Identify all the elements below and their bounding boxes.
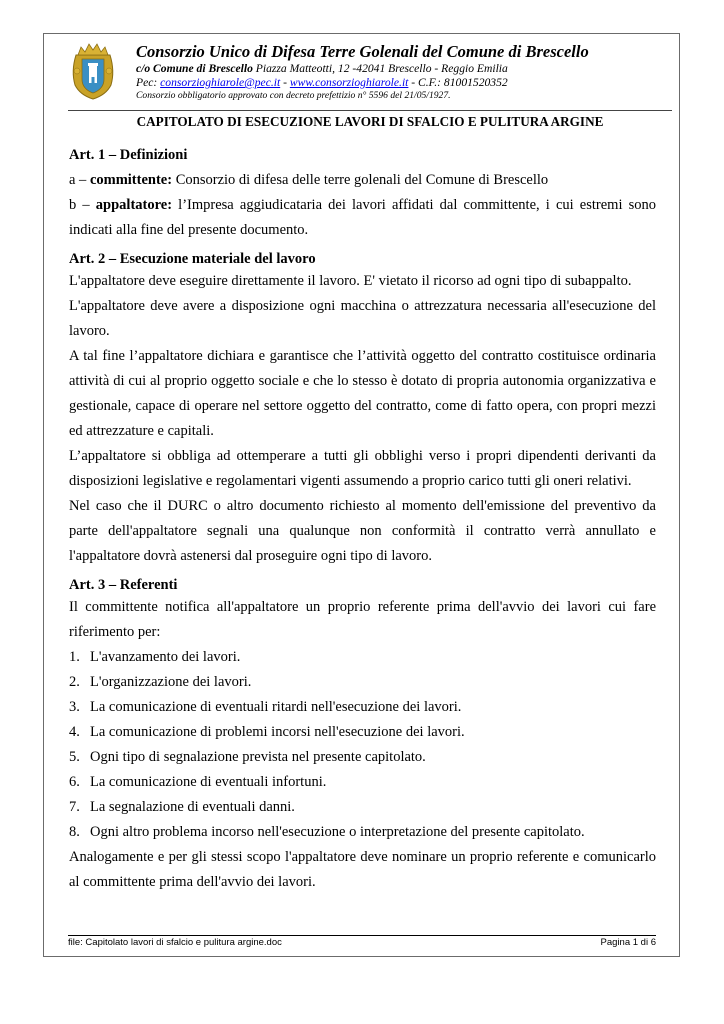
document-body	[69, 143, 656, 895]
list-number: 8.	[69, 824, 80, 840]
list-number: 5.	[69, 749, 80, 765]
list-item	[69, 795, 656, 820]
decree-note: Consorzio obbligatorio approvato con decreto prefettizio n° 5596 del 21/05/1927.	[136, 90, 451, 101]
art2-heading: Art. 2 – Esecuzione materiale del lavoro	[69, 251, 316, 267]
header-divider	[68, 110, 672, 111]
address-line	[136, 62, 676, 76]
list-text: Ogni tipo di segnalazione prevista nel presente capitolato.	[90, 749, 426, 765]
list-number: 7.	[69, 799, 80, 815]
list-text: La comunicazione di problemi incorsi nell'esecuzione dei lavori.	[90, 724, 465, 740]
definition-b-text: l’Impresa aggiudicataria dei lavori affidati dal committente, i cui estremi sono indicati alla fine del presente documento.	[69, 197, 657, 238]
list-item	[69, 720, 656, 745]
coat-of-arms-logo	[68, 41, 118, 101]
pec-label: Pec:	[136, 76, 161, 89]
separator: -	[280, 76, 290, 89]
art2-paragraph-5: Nel caso che il DURC o altro documento richiesto al momento dell'emissione del preventivo da parte dell'appaltatore segnali una qualunque non conformità il contratto verrà annullato e l'appaltatore dovrà astenersi dal proseguire ogni tipo di lavoro.	[69, 498, 656, 564]
list-text: L'organizzazione dei lavori.	[90, 674, 252, 690]
footer-filename: file: Capitolato lavori di sfalcio e pulitura argine.doc	[68, 937, 282, 948]
document-title: CAPITOLATO DI ESECUZIONE LAVORI DI SFALCIO E PULITURA ARGINE	[136, 114, 604, 129]
art2-paragraph-3: A tal fine l’appaltatore dichiara e garantisce che l’attività oggetto del contratto costituisce ordinaria attività di cui al proprio oggetto sociale e che lo stesso è dotato di propria autonomia organizzativa e gestionale, capace di operare nel settore oggetto del contratto, come di fatto opera, con propri mezzi ed attrezzature e capitali.	[69, 348, 656, 439]
art2-paragraph-4: L’appaltatore si obbliga ad ottemperare a tutti gli obblighi verso i propri dipendenti derivanti da disposizioni legislative e regolamentari vigenti assumendo a proprio carico tutti gli oneri relativi.	[69, 448, 656, 489]
art1-heading: Art. 1 – Definizioni	[69, 147, 188, 163]
footer-divider	[68, 935, 656, 936]
list-item	[69, 695, 656, 720]
definition-b	[69, 193, 656, 243]
list-text: La comunicazione di eventuali ritardi nell'esecuzione dei lavori.	[90, 699, 462, 715]
tax-code: - C.F.: 81001520352	[408, 76, 508, 89]
list-number: 4.	[69, 724, 80, 740]
website-link[interactable]: www.consorzioghiarole.it	[289, 76, 409, 89]
list-text: La segnalazione di eventuali danni.	[90, 799, 295, 815]
footer-page-number: Pagina 1 di 6	[600, 937, 656, 948]
list-text: Ogni altro problema incorso nell'esecuzione o interpretazione del presente capitolato.	[90, 824, 585, 840]
letterhead	[136, 42, 676, 102]
definition-a-term: committente:	[89, 172, 173, 188]
list-item	[69, 745, 656, 770]
definition-a	[69, 168, 656, 193]
list-item	[69, 645, 656, 670]
list-text: L'avanzamento dei lavori.	[90, 649, 241, 665]
definition-b-term: appaltatore:	[95, 197, 173, 213]
list-item	[69, 820, 656, 845]
list-number: 6.	[69, 774, 80, 790]
contact-line	[136, 76, 676, 90]
list-number: 1.	[69, 649, 80, 665]
organization-name: Consorzio Unico di Difesa Terre Golenali del Comune di Brescello	[136, 42, 589, 61]
definition-a-text: Consorzio di difesa delle terre golenali del Comune di Brescello	[172, 172, 549, 188]
address-text: Piazza Matteotti, 12 -42041 Brescello - Reggio Emilia	[252, 62, 508, 75]
list-text: La comunicazione di eventuali infortuni.	[90, 774, 327, 790]
definition-a-prefix: a –	[69, 172, 90, 188]
art3-intro: Il committente notifica all'appaltatore un proprio referente prima dell'avvio dei lavori cui fare riferimento per:	[69, 599, 656, 640]
art2-paragraph-2: L'appaltatore deve avere a disposizione ogni macchina o attrezzatura necessaria all'esecuzione del lavoro.	[69, 298, 656, 339]
pec-email-link[interactable]: consorzioghiarole@pec.it	[160, 76, 281, 89]
definition-b-prefix: b –	[69, 197, 96, 213]
art2-paragraph-1: L'appaltatore deve eseguire direttamente il lavoro. E' vietato il ricorso ad ogni tipo di subappalto.	[69, 273, 632, 289]
art3-heading: Art. 3 – Referenti	[69, 577, 178, 593]
list-number: 3.	[69, 699, 80, 715]
list-item	[69, 670, 656, 695]
list-number: 2.	[69, 674, 80, 690]
address-bold: c/o Comune di Brescello	[136, 62, 253, 75]
art3-closing: Analogamente e per gli stessi scopo l'appaltatore deve nominare un proprio referente e comunicarlo al committente prima dell'avvio dei lavori.	[69, 849, 656, 890]
list-item	[69, 770, 656, 795]
